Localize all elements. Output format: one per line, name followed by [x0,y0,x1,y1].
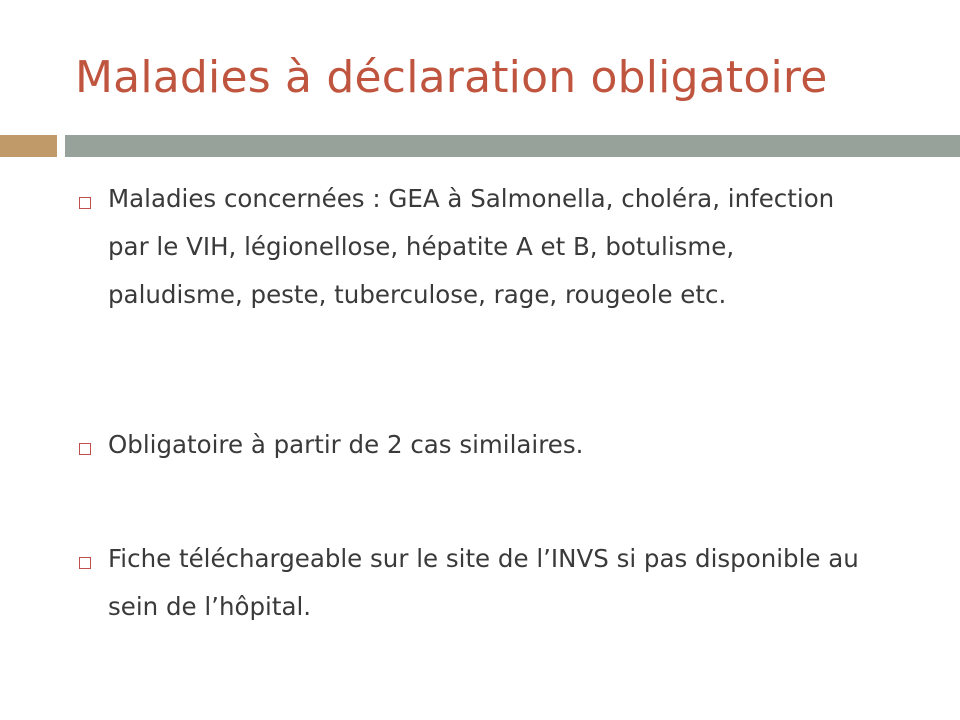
square-bullet-icon [79,197,91,209]
square-bullet-icon [79,557,91,569]
bullet-text: Maladies concernées : GEA à Salmonella, choléra, infection par le VIH, légionellose, hépatite A et B, botulisme, paludisme, peste, tuberculose, rage, rougeole etc. [108,184,835,309]
bullet-item [75,545,875,641]
square-bullet-icon [79,443,91,455]
slide-title: Maladies à déclaration obligatoire [75,52,828,103]
bullet-item [75,431,875,479]
title-rule-bar [65,135,960,157]
title-accent-bar [0,135,57,157]
bullet-text: Obligatoire à partir de 2 cas similaires. [108,430,584,459]
bullet-item [75,185,875,329]
bullet-text: Fiche téléchargeable sur le site de l’INVS si pas disponible au sein de l’hôpital. [108,544,859,621]
